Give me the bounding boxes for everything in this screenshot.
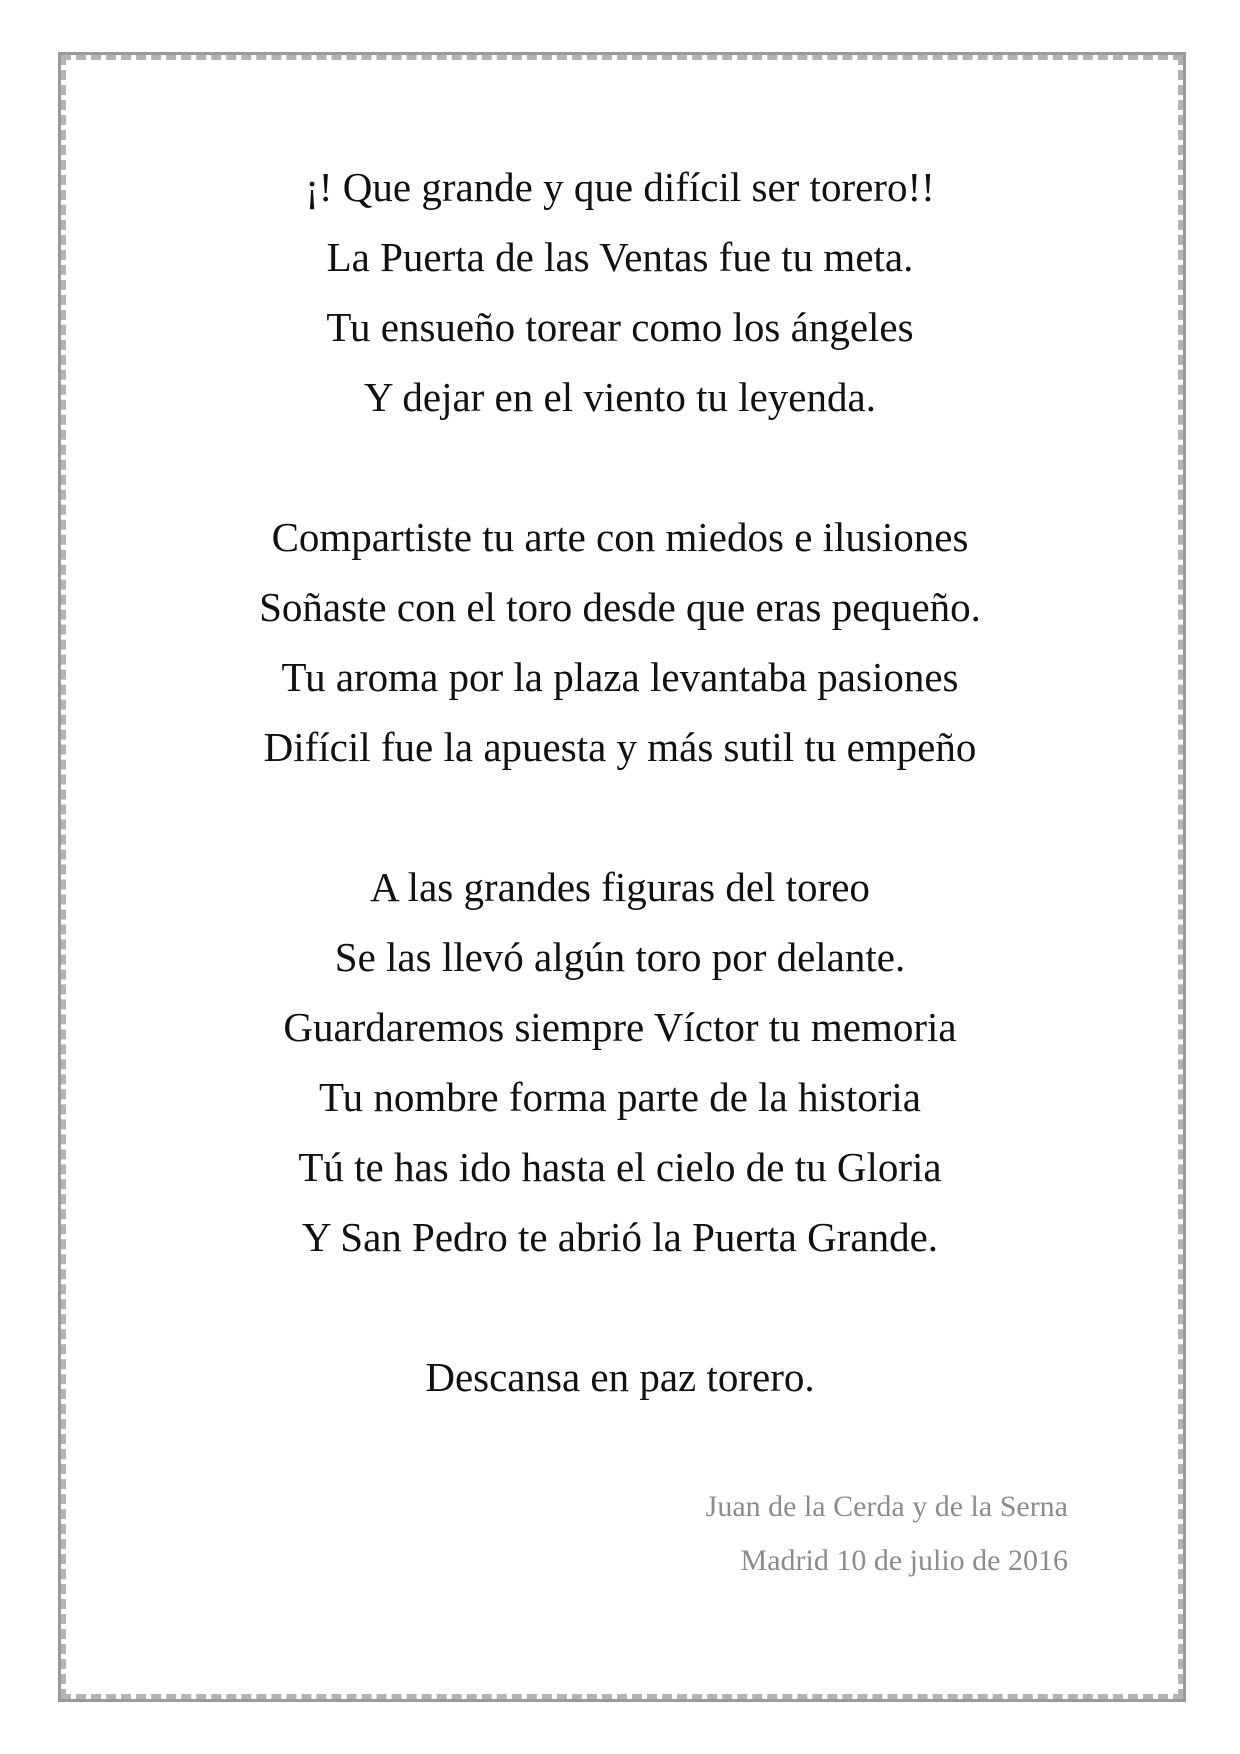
stanza-1 [0, 152, 1240, 432]
poem [0, 152, 1240, 1482]
stanza-2 [0, 502, 1240, 782]
poem-line: ¡! Que grande y que difícil ser torero!! [305, 164, 935, 210]
poem-line: Difícil fue la apuesta y más sutil tu empeño [263, 724, 977, 770]
poem-line: Se las llevó algún toro por delante. [334, 934, 906, 980]
poem-line-closing: Descansa en paz torero. [425, 1354, 815, 1400]
poem-line: Y dejar en el viento tu leyenda. [364, 374, 876, 420]
poem-line: Tu ensueño torear como los ángeles [326, 304, 914, 350]
poem-line: Soñaste con el toro desde que eras pequeño. [259, 584, 981, 630]
poem-line: Guardaremos siempre Víctor tu memoria [283, 1004, 957, 1050]
poem-line: Tu nombre forma parte de la historia [319, 1074, 921, 1120]
signature [706, 1480, 1068, 1588]
author-name: Juan de la Cerda y de la Serna [705, 1490, 1068, 1523]
poem-line: Y San Pedro te abrió la Puerta Grande. [301, 1214, 939, 1260]
poem-line: Compartiste tu arte con miedos e ilusiones [271, 514, 969, 560]
poem-line: Tu aroma por la plaza levantaba pasiones [281, 654, 959, 700]
stanza-4 [0, 1342, 1240, 1412]
stanza-3 [0, 852, 1240, 1272]
poem-line: A las grandes figuras del toreo [370, 864, 870, 910]
place-date: Madrid 10 de julio de 2016 [740, 1544, 1068, 1577]
poem-line: Tú te has ido hasta el cielo de tu Gloria [298, 1144, 942, 1190]
poem-line: La Puerta de las Ventas fue tu meta. [326, 234, 914, 280]
